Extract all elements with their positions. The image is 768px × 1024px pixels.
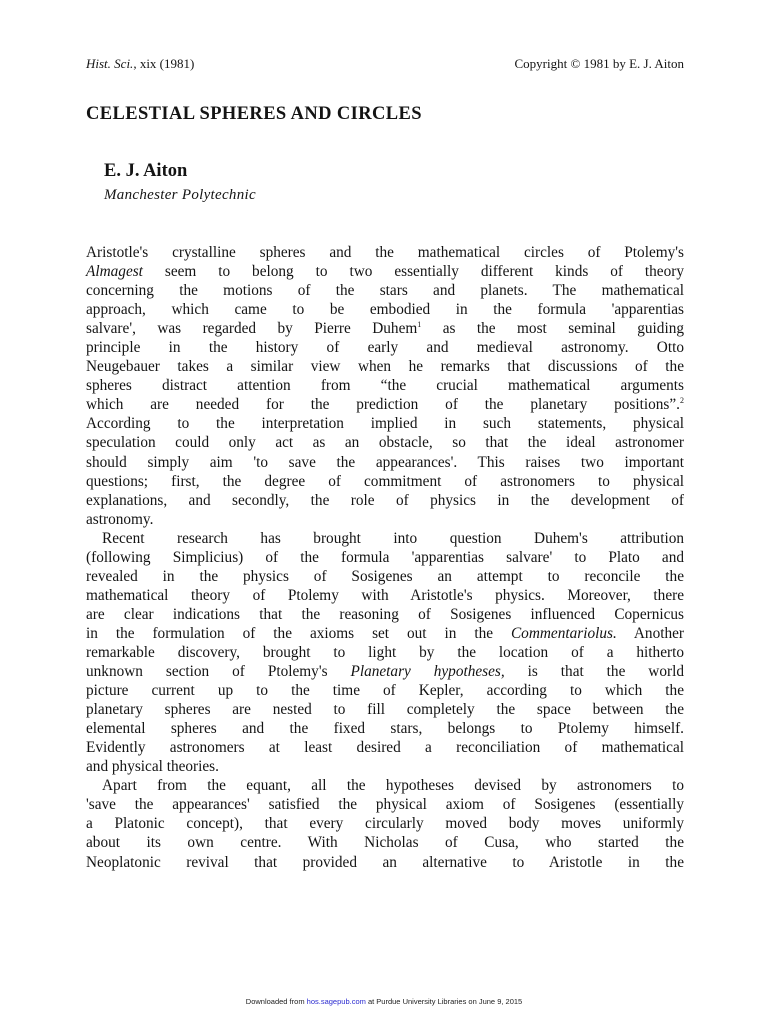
download-footer: Downloaded from hos.sagepub.com at Purdue University Libraries on June 9, 2015 (245, 997, 523, 1006)
footnote-ref-1[interactable]: 1 (417, 320, 422, 330)
body-line: astronomy. (86, 510, 154, 528)
body-line: Apart from the equant, all the hypotheses devised by astronomers to (102, 777, 684, 795)
italic-title-planetary-hypotheses: Planetary hypotheses, (350, 663, 505, 681)
body-line: Evidently astronomers at least desired a reconciliation of mathematical (86, 739, 684, 757)
body-line: unknown section of Ptolemy's Planetary hypotheses, is that the world (86, 663, 684, 681)
body-line: about its own centre. With Nicholas of Cusa, who started the (86, 834, 684, 852)
body-line: should simply aim 'to save the appearances'. This raises two important (86, 453, 684, 471)
body-line: questions; first, the degree of commitment of astronomers to physical (86, 472, 684, 490)
body-line: salvare', was regarded by Pierre Duhem$^1$ as the most seminal guiding (86, 320, 684, 338)
body-line: (following Simplicius) of the formula 'apparentias salvare' to Plato and (86, 548, 684, 566)
journal-name: Hist. Sci. (86, 56, 134, 71)
author-name: E. J. Aiton (104, 161, 188, 181)
body-line: spheres distract attention from “the crucial mathematical arguments (86, 377, 684, 395)
author-affiliation: Manchester Polytechnic (104, 187, 256, 203)
copyright-notice: Copyright © 1981 by E. J. Aiton (514, 56, 684, 71)
body-line: remarkable discovery, brought to light by the location of a hitherto (86, 643, 684, 661)
body-line: Recent research has brought into question Duhem's attribution (102, 529, 684, 547)
body-line: principle in the history of early and medieval astronomy. Otto (86, 339, 684, 357)
article-title: CELESTIAL SPHERES AND CIRCLES (86, 104, 422, 124)
body-line: elemental spheres and the fixed stars, belongs to Ptolemy himself. (86, 720, 684, 738)
body-line: explanations, and secondly, the role of physics in the development of (86, 491, 684, 509)
body-line: are clear indications that the reasoning of Sosigenes influenced Copernicus (86, 605, 684, 623)
italic-title-commentariolus: Commentariolus. (510, 624, 617, 642)
body-line: According to the interpretation implied in such statements, physical (86, 415, 684, 433)
italic-title-almagest: Almagest (86, 263, 143, 281)
article-body (86, 243, 684, 872)
source-link[interactable]: hos.sagepub.com (306, 997, 366, 1006)
journal-citation (86, 56, 194, 72)
body-line: concerning the motions of the stars and planets. The mathematical (86, 282, 684, 300)
body-line: mathematical theory of Ptolemy with Aristotle's physics. Moreover, there (86, 586, 684, 604)
body-line: 'save the appearances' satisfied the physical axiom of Sosigenes (essentially (86, 796, 684, 814)
body-line: Neoplatonic revival that provided an alternative to Aristotle in the (86, 853, 684, 871)
body-line: Aristotle's crystalline spheres and the mathematical circles of Ptolemy's (86, 244, 684, 261)
body-line: which are needed for the prediction of the planetary positions”.$^2$ (86, 396, 684, 414)
body-line: speculation could only act as an obstacle, so that the ideal astronomer (86, 434, 684, 452)
body-line: and physical theories. (86, 758, 219, 776)
body-line: a Platonic concept), that every circularly moved body moves uniformly (86, 815, 684, 833)
body-line: planetary spheres are nested to fill completely the space between the (86, 701, 684, 719)
body-line: picture current up to the time of Kepler, according to which the (86, 682, 684, 700)
body-line: Neugebauer takes a similar view when he remarks that discussions of the (86, 358, 684, 376)
body-line: Almagest seem to belong to two essentially different kinds of theory (86, 263, 684, 281)
body-line: approach, which came to be embodied in the formula 'apparentias (86, 301, 684, 319)
body-line: in the formulation of the axioms set out in the Commentariolus. Another (86, 624, 685, 642)
footnote-ref-2[interactable]: 2 (680, 396, 684, 406)
volume-year: , xix (1981) (133, 56, 195, 71)
body-line: revealed in the physics of Sosigenes an attempt to reconcile the (86, 567, 684, 585)
